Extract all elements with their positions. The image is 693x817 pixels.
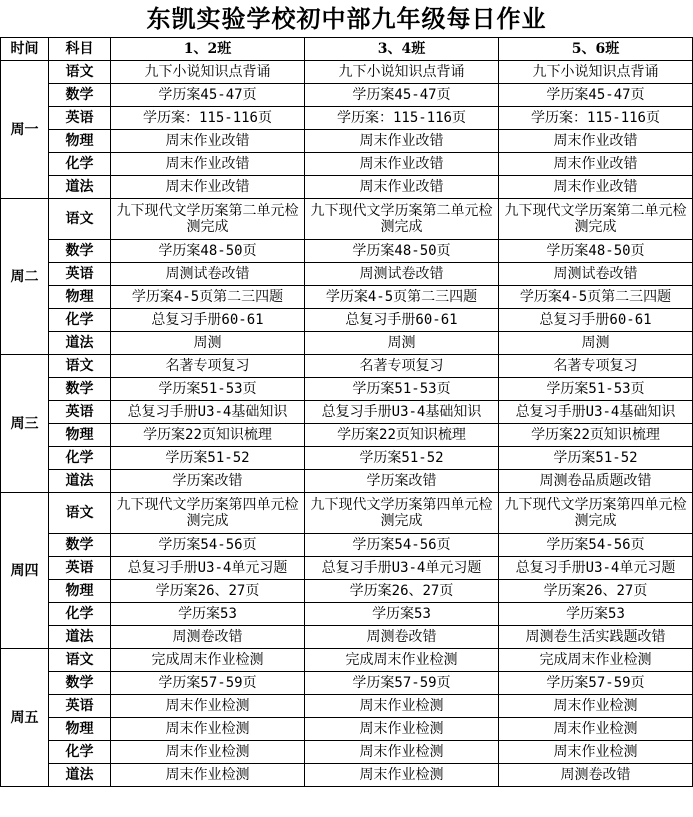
homework-cell [111,447,305,470]
homework-cell [499,263,693,286]
homework-text: 周末作业检测 [553,721,638,737]
homework-text: 学历案26、27页 [543,583,648,599]
homework-text: 学历案54-56页 [352,537,451,553]
day-label: 周二 [1,199,49,355]
homework-text: 学历案4-5页第二三四题 [325,289,478,305]
header-row [1,38,693,61]
homework-cell [499,470,693,493]
homework-text: 学历案45-47页 [158,87,257,103]
homework-cell [111,176,305,199]
table-row [1,424,693,447]
homework-text: 学历案53 [372,606,431,622]
subject-label: 数学 [49,240,111,263]
table-row [1,718,693,741]
homework-text: 完成周末作业检测 [539,652,652,668]
table-row [1,378,693,401]
homework-cell [499,695,693,718]
table-row [1,741,693,764]
subject-label: 物理 [49,424,111,447]
homework-text: 学历案57-59页 [158,675,257,691]
homework-cell [111,263,305,286]
table-row [1,672,693,695]
homework-cell [499,493,693,534]
subject-label: 物理 [49,580,111,603]
subject-label: 物理 [49,718,111,741]
homework-text: 九下小说知识点背诵 [144,64,271,80]
homework-text: 学历案45-47页 [546,87,645,103]
homework-text: 周末作业改错 [165,133,250,149]
homework-text: 周末作业检测 [165,744,250,760]
homework-text: 周测试卷改错 [553,266,638,282]
homework-text: 周测 [193,335,222,351]
homework-text: 学历案57-59页 [352,675,451,691]
homework-cell [305,764,499,787]
homework-cell [499,240,693,263]
homework-cell [111,695,305,718]
table-row [1,355,693,378]
homework-text: 名著专项复习 [359,358,444,374]
subject-label: 物理 [49,130,111,153]
homework-cell [305,424,499,447]
homework-cell [499,718,693,741]
homework-cell [499,603,693,626]
homework-text: 周末作业改错 [553,133,638,149]
homework-cell [305,695,499,718]
subject-label: 道法 [49,626,111,649]
subject-label: 数学 [49,672,111,695]
subject-label: 语文 [49,649,111,672]
homework-cell [111,199,305,240]
table-body [1,61,693,787]
homework-text: 学历案53 [178,606,237,622]
homework-text: 周末作业检测 [165,698,250,714]
subject-label: 道法 [49,176,111,199]
homework-text: 学历案51-52 [359,450,444,466]
homework-text: 九下现代文学历案第二单元检测完成 [116,203,299,235]
homework-text: 周测卷品质题改错 [539,473,652,489]
homework-text: 总复习手册U3-4基础知识 [321,404,482,420]
subject-label: 数学 [49,84,111,107]
homework-cell [305,107,499,130]
homework-text: 周测卷改错 [366,629,437,645]
homework-text: 学历案改错 [366,473,437,489]
homework-cell [305,355,499,378]
homework-text: 学历案45-47页 [352,87,451,103]
homework-cell [305,153,499,176]
homework-text: 学历案：115-116页 [530,110,660,126]
homework-text: 九下小说知识点背诵 [338,64,465,80]
table-row [1,176,693,199]
homework-cell [305,718,499,741]
homework-text: 学历案22页知识梳理 [143,427,272,443]
homework-cell [305,263,499,286]
subject-label: 道法 [49,764,111,787]
homework-text: 周末作业改错 [553,156,638,172]
homework-text: 总复习手册60-61 [151,312,264,328]
homework-cell [499,424,693,447]
homework-text: 学历案22页知识梳理 [531,427,660,443]
table-row [1,649,693,672]
homework-cell [305,199,499,240]
homework-cell [111,286,305,309]
homework-text: 学历案26、27页 [349,583,454,599]
homework-cell [499,672,693,695]
homework-cell [499,153,693,176]
homework-text: 周测卷生活实践题改错 [525,629,666,645]
subject-label: 英语 [49,107,111,130]
header-subject: 科目 [49,38,111,61]
table-row [1,84,693,107]
homework-text: 总复习手册U3-4单元习题 [127,560,288,576]
table-row [1,695,693,718]
homework-text: 学历案：115-116页 [142,110,272,126]
homework-text: 学历案4-5页第二三四题 [131,289,284,305]
homework-cell [111,718,305,741]
homework-text: 总复习手册U3-4基础知识 [515,404,676,420]
homework-text: 周末作业改错 [359,133,444,149]
homework-text: 学历案51-53页 [546,381,645,397]
subject-label: 英语 [49,557,111,580]
homework-cell [305,672,499,695]
table-row [1,286,693,309]
subject-label: 英语 [49,401,111,424]
homework-text: 完成周末作业检测 [151,652,264,668]
homework-text: 学历案54-56页 [158,537,257,553]
homework-text: 名著专项复习 [165,358,250,374]
homework-cell [499,580,693,603]
homework-cell [499,764,693,787]
homework-text: 总复习手册U3-4单元习题 [321,560,482,576]
homework-cell [305,176,499,199]
homework-cell [499,401,693,424]
homework-cell [305,309,499,332]
subject-label: 语文 [49,199,111,240]
homework-text: 学历案51-53页 [352,381,451,397]
homework-cell [305,378,499,401]
homework-cell [305,741,499,764]
homework-cell [111,240,305,263]
subject-label: 数学 [49,534,111,557]
homework-cell [305,580,499,603]
homework-text: 总复习手册U3-4基础知识 [127,404,288,420]
homework-cell [499,649,693,672]
homework-text: 周末作业检测 [359,744,444,760]
homework-text: 周末作业改错 [165,156,250,172]
homework-cell [111,107,305,130]
day-label: 周五 [1,649,49,787]
homework-cell [305,447,499,470]
homework-text: 周末作业改错 [359,179,444,195]
subject-label: 化学 [49,603,111,626]
subject-label: 化学 [49,741,111,764]
homework-cell [111,309,305,332]
homework-cell [111,534,305,557]
homework-text: 学历案26、27页 [155,583,260,599]
page-title: 东凯实验学校初中部九年级每日作业 [146,4,547,33]
homework-cell [499,107,693,130]
homework-text: 总复习手册U3-4单元习题 [515,560,676,576]
table-row [1,447,693,470]
table-row [1,557,693,580]
homework-text: 学历案48-50页 [158,243,257,259]
homework-cell [305,332,499,355]
homework-text: 学历案48-50页 [546,243,645,259]
homework-text: 学历案22页知识梳理 [337,427,466,443]
homework-text: 周测试卷改错 [359,266,444,282]
homework-cell [111,130,305,153]
homework-cell [305,61,499,84]
subject-label: 化学 [49,447,111,470]
homework-text: 学历案51-53页 [158,381,257,397]
homework-cell [305,240,499,263]
homework-text: 学历案57-59页 [546,675,645,691]
homework-text: 周末作业改错 [553,179,638,195]
table-row [1,580,693,603]
homework-text: 周末作业改错 [165,179,250,195]
homework-cell [499,378,693,401]
homework-cell [499,61,693,84]
homework-cell [111,332,305,355]
subject-label: 数学 [49,378,111,401]
header-time: 时间 [1,38,49,61]
homework-text: 学历案54-56页 [546,537,645,553]
subject-label: 英语 [49,695,111,718]
homework-cell [305,84,499,107]
homework-text: 学历案：115-116页 [336,110,466,126]
homework-cell [305,534,499,557]
homework-cell [499,199,693,240]
homework-cell [499,741,693,764]
homework-cell [499,626,693,649]
homework-text: 周测卷改错 [172,629,243,645]
homework-text: 完成周末作业检测 [345,652,458,668]
subject-label: 语文 [49,355,111,378]
table-row [1,401,693,424]
homework-text: 周末作业检测 [553,744,638,760]
subject-label: 道法 [49,470,111,493]
homework-cell [499,447,693,470]
homework-cell [111,493,305,534]
homework-text: 周末作业检测 [359,698,444,714]
homework-cell [111,424,305,447]
homework-cell [111,557,305,580]
table-row [1,263,693,286]
subject-label: 语文 [49,61,111,84]
homework-cell [111,153,305,176]
subject-label: 英语 [49,263,111,286]
subject-label: 物理 [49,286,111,309]
table-row [1,470,693,493]
homework-cell [305,603,499,626]
homework-cell [499,309,693,332]
homework-cell [305,649,499,672]
homework-cell [305,286,499,309]
header-class-1-2: 1、2班 [111,38,305,61]
homework-cell [305,557,499,580]
table-row [1,603,693,626]
table-row [1,332,693,355]
homework-text: 九下现代文学历案第四单元检测完成 [504,497,687,529]
homework-cell [499,332,693,355]
homework-cell [111,741,305,764]
homework-text: 学历案53 [566,606,625,622]
homework-cell [111,84,305,107]
homework-text: 九下现代文学历案第二单元检测完成 [310,203,493,235]
homework-text: 周末作业检测 [165,767,250,783]
homework-text: 周末作业检测 [359,721,444,737]
homework-text: 周末作业检测 [359,767,444,783]
homework-table [0,37,693,787]
homework-cell [499,534,693,557]
homework-cell [111,603,305,626]
day-label: 周一 [1,61,49,199]
homework-cell [111,649,305,672]
homework-text: 学历案51-52 [553,450,638,466]
table-row [1,130,693,153]
subject-label: 道法 [49,332,111,355]
homework-text: 总复习手册60-61 [345,312,458,328]
homework-cell [111,401,305,424]
table-row [1,764,693,787]
subject-label: 语文 [49,493,111,534]
homework-cell [111,470,305,493]
homework-cell [305,401,499,424]
homework-cell [499,130,693,153]
homework-text: 周末作业改错 [359,156,444,172]
homework-text: 九下现代文学历案第四单元检测完成 [116,497,299,529]
homework-text: 九下现代文学历案第二单元检测完成 [504,203,687,235]
subject-label: 化学 [49,153,111,176]
subject-label: 化学 [49,309,111,332]
day-label: 周三 [1,355,49,493]
homework-text: 学历案51-52 [165,450,250,466]
homework-cell [305,470,499,493]
homework-cell [305,493,499,534]
homework-text: 学历案4-5页第二三四题 [519,289,672,305]
homework-text: 周末作业检测 [553,698,638,714]
homework-text: 周测卷改错 [560,767,631,783]
table-row [1,199,693,240]
header-class-5-6: 5、6班 [499,38,693,61]
homework-cell [111,61,305,84]
table-row [1,240,693,263]
table-row [1,493,693,534]
header-class-3-4: 3、4班 [305,38,499,61]
day-label: 周四 [1,493,49,649]
homework-text: 总复习手册60-61 [539,312,652,328]
homework-cell [111,378,305,401]
table-row [1,153,693,176]
homework-cell [499,286,693,309]
homework-cell [111,626,305,649]
homework-cell [499,557,693,580]
homework-text: 周测试卷改错 [165,266,250,282]
table-row [1,626,693,649]
homework-cell [305,130,499,153]
homework-cell [111,672,305,695]
homework-text: 九下小说知识点背诵 [532,64,659,80]
table-row [1,534,693,557]
table-row [1,61,693,84]
homework-text: 周测 [387,335,416,351]
homework-cell [111,580,305,603]
homework-cell [499,176,693,199]
homework-cell [111,764,305,787]
homework-cell [111,355,305,378]
table-row [1,107,693,130]
table-row [1,309,693,332]
homework-text: 学历案48-50页 [352,243,451,259]
homework-text: 周末作业检测 [165,721,250,737]
homework-text: 周测 [581,335,610,351]
homework-cell [305,626,499,649]
homework-text: 名著专项复习 [553,358,638,374]
homework-cell [499,355,693,378]
homework-cell [499,84,693,107]
homework-text: 学历案改错 [172,473,243,489]
homework-text: 九下现代文学历案第四单元检测完成 [310,497,493,529]
